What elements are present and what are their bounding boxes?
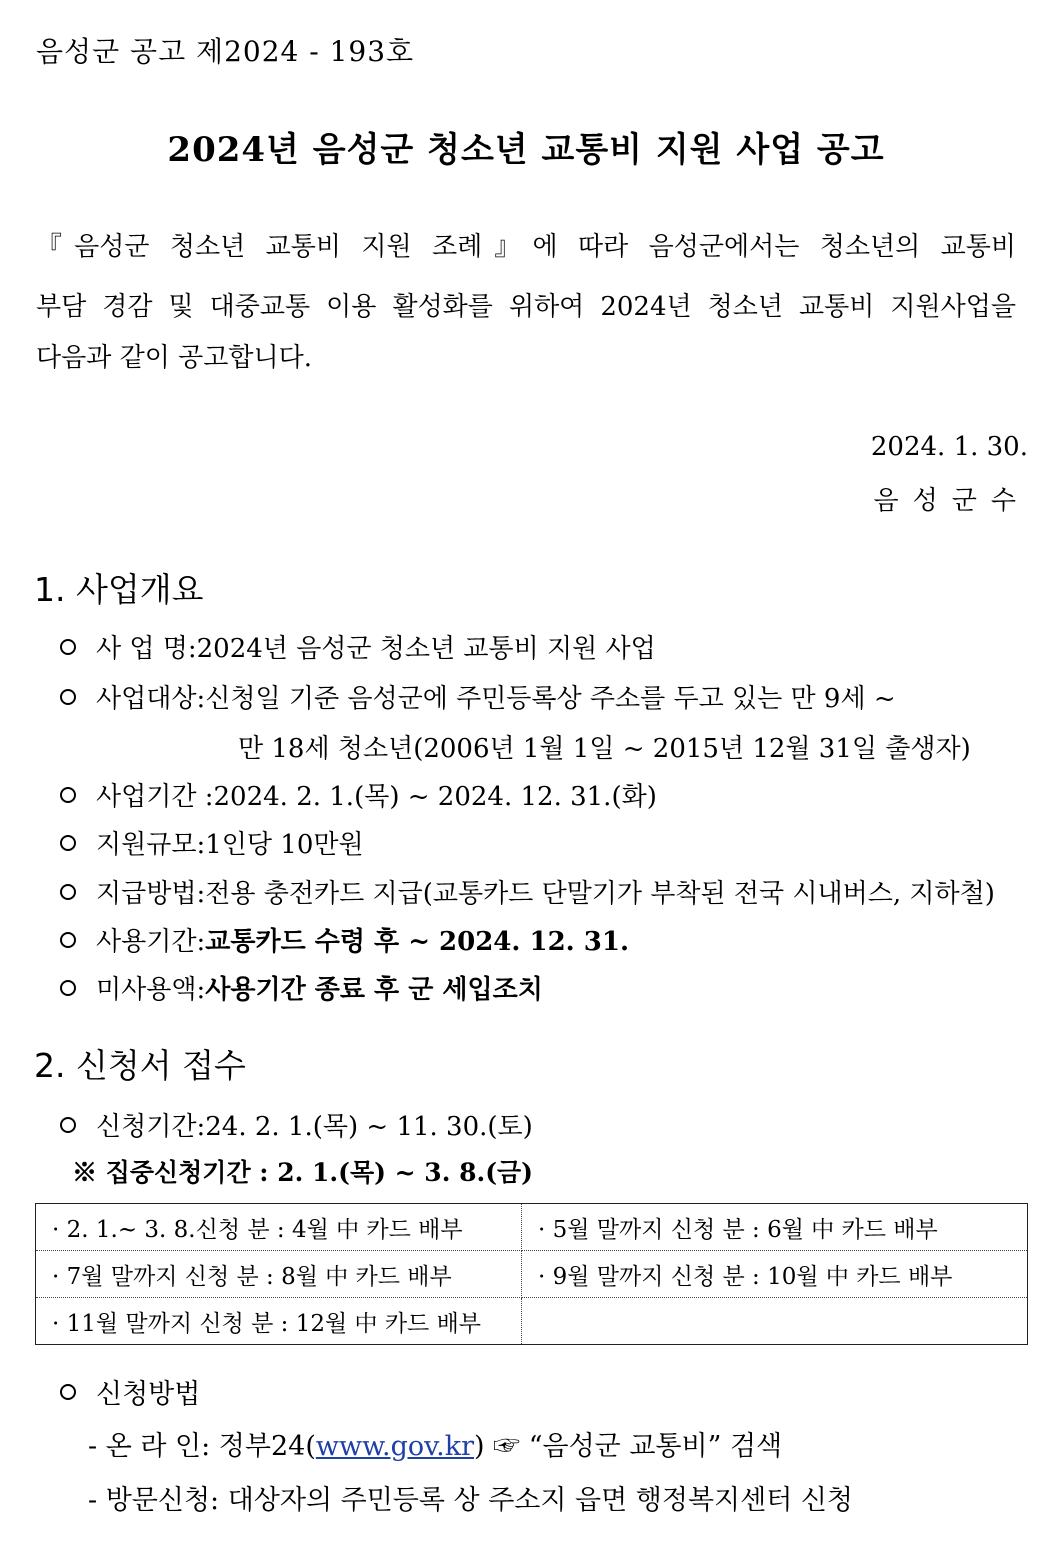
item-label: - 방문신청: [88, 1485, 228, 1516]
distribution-schedule-table [35, 1203, 1028, 1345]
item-label: 사 업 명: [96, 634, 197, 664]
item-label: 사업기간 : [96, 782, 214, 812]
table-cell [522, 1298, 1028, 1345]
section-1-heading: 1. 사업개요 [34, 570, 204, 609]
circle-bullet-icon [60, 689, 76, 705]
circle-bullet-icon [60, 787, 76, 803]
overview-item-unused [60, 969, 543, 1006]
overview-item-target-cont [238, 728, 971, 765]
item-value: 2024. 2. 1.(목) ~ 2024. 12. 31.(화) [213, 782, 657, 812]
item-label: 지원규모: [96, 830, 206, 860]
overview-item-name [60, 628, 656, 665]
table-cell: · 5월 말까지 신청 분 : 6월 中 카드 배부 [522, 1204, 1028, 1251]
item-label: 사용기간: [96, 927, 206, 957]
intro-line-2: 부담 경감 및 대중교통 이용 활성화를 위하여 2024년 청소년 교통비 지원사업을 [36, 292, 1016, 322]
page-title: 2024년 음성군 청소년 교통비 지원 사업 공고 [167, 130, 885, 170]
apply-visit [88, 1478, 853, 1517]
circle-bullet-icon [60, 884, 76, 900]
overview-item-period [60, 776, 657, 813]
table-cell: · 2. 1.~ 3. 8.신청 분 : 4월 中 카드 배부 [36, 1204, 522, 1251]
circle-bullet-icon [60, 639, 76, 655]
notice-date: 2024. 1. 30. [870, 432, 1028, 462]
table-row [36, 1251, 1028, 1298]
item-label: 신청방법 [96, 1379, 201, 1410]
table-cell: · 7월 말까지 신청 분 : 8월 中 카드 배부 [36, 1251, 522, 1298]
overview-item-payment [60, 873, 995, 910]
apply-method [60, 1372, 200, 1411]
item-value: 만 18세 청소년(2006년 1월 1일 ~ 2015년 12월 31일 출생자) [238, 734, 971, 764]
notice-number: 음성군 공고 제2024 - 193호 [36, 35, 415, 68]
intro-line-1: 『음성군 청소년 교통비 지원 조례』에 따라 음성군에서는 청소년의 교통비 [36, 232, 1016, 262]
circle-bullet-icon [60, 1384, 76, 1400]
signer: 음성군수 [873, 486, 1030, 516]
item-label: 미사용액: [96, 975, 206, 1005]
overview-item-usage [60, 921, 629, 958]
item-value: 사용기간 종료 후 군 세입조치 [205, 975, 543, 1005]
item-label: 지급방법: [96, 879, 206, 909]
gov24-link[interactable]: www.gov.kr [315, 1431, 475, 1462]
item-label: 신청기간: [96, 1112, 206, 1142]
apply-online [88, 1424, 782, 1463]
item-label: - 온 라 인: [88, 1431, 219, 1462]
overview-item-target [60, 678, 896, 715]
item-value: 신청일 기준 음성군에 주민등록상 주소를 두고 있는 만 9세 ~ [205, 684, 896, 714]
item-value: 전용 충전카드 지급(교통카드 단말기가 부착된 전국 시내버스, 지하철) [205, 879, 995, 909]
table-row [36, 1298, 1028, 1345]
item-label: 사업대상: [96, 684, 206, 714]
item-value: 정부24( [218, 1431, 316, 1462]
table-cell: · 11월 말까지 신청 분 : 12월 中 카드 배부 [36, 1298, 522, 1345]
circle-bullet-icon [60, 835, 76, 851]
intro-line-3: 다음과 같이 공고합니다. [36, 343, 312, 373]
item-value: 2024년 음성군 청소년 교통비 지원 사업 [196, 634, 656, 664]
section-2-heading: 2. 신청서 접수 [34, 1046, 246, 1085]
table-row [36, 1204, 1028, 1251]
apply-period [60, 1106, 533, 1143]
item-value: 대상자의 주민등록 상 주소지 읍면 행정복지센터 신청 [227, 1485, 854, 1516]
item-value: 24. 2. 1.(목) ~ 11. 30.(토) [205, 1112, 533, 1142]
item-value: 교통카드 수령 후 ~ 2024. 12. 31. [205, 927, 630, 957]
item-value: 1인당 10만원 [205, 830, 364, 860]
table-cell: · 9월 말까지 신청 분 : 10월 中 카드 배부 [522, 1251, 1028, 1298]
circle-bullet-icon [60, 932, 76, 948]
focus-period-note: ※ 집중신청기간 : 2. 1.(목) ~ 3. 8.(금) [72, 1158, 534, 1187]
circle-bullet-icon [60, 1117, 76, 1133]
circle-bullet-icon [60, 980, 76, 996]
item-value: ) ☞ “음성군 교통비” 검색 [474, 1431, 783, 1462]
overview-item-scale [60, 824, 364, 861]
